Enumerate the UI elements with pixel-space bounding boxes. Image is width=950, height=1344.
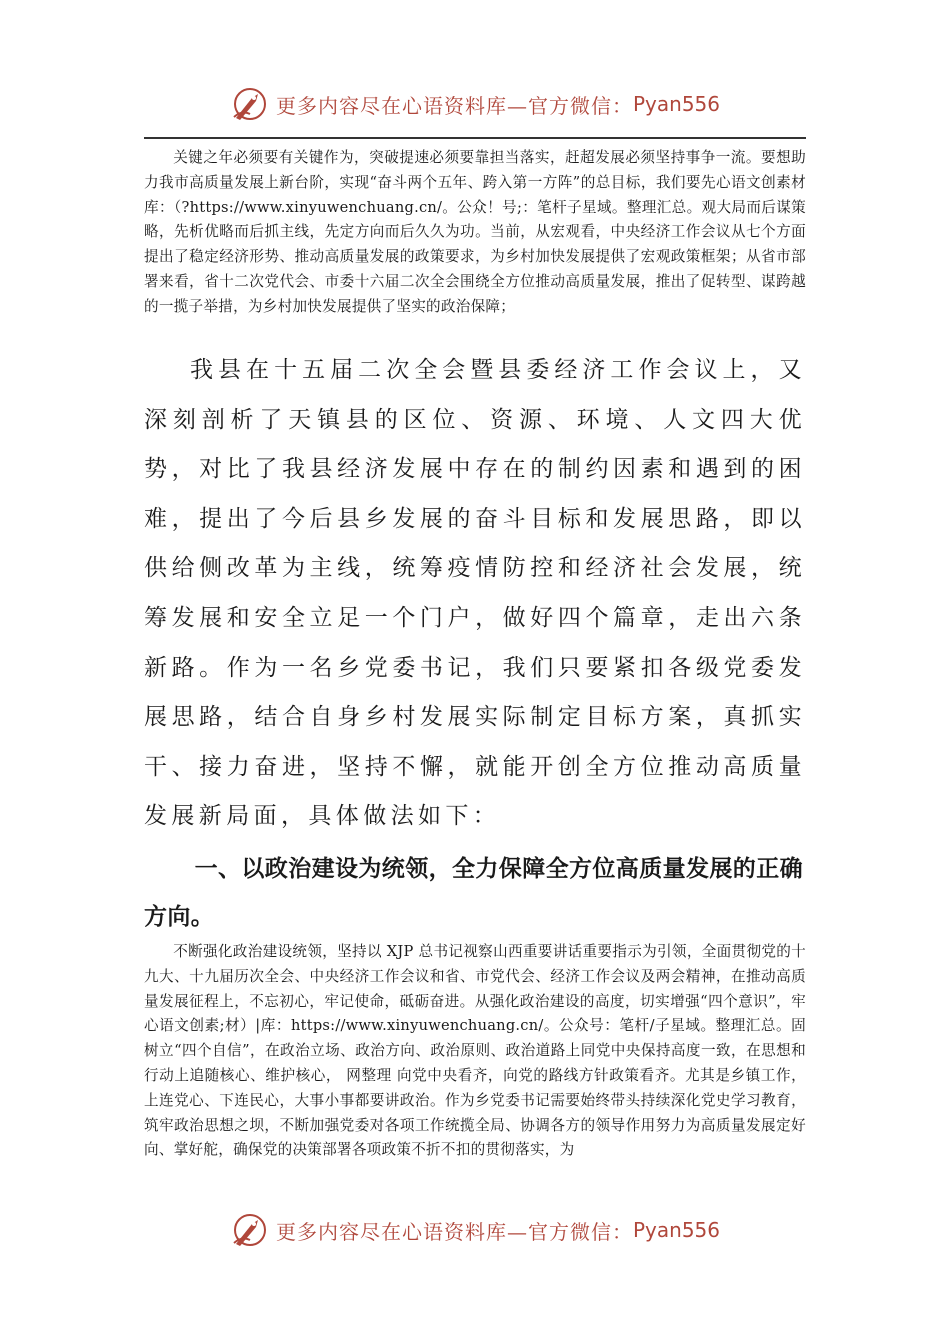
header-banner [0,80,950,128]
banner-wechat-id: Pyan556 [632,92,720,116]
banner-text: 更多内容尽在心语资料库—官方微信： [275,93,633,118]
section-paragraph: 不断强化政治建设统领，坚持以 XJP 总书记视察山西重要讲话重要指示为引领，全面贯彻党的十九大、十九届历次全会、中央经济工作会议和省、市党代会、经济工作会议及两会精神，在推动高质量发展征程上，不忘初心，牢记使命，砥砺奋进。从强化政治建设的高度，切实增强“四个意识”，牢心语文创素;材）|库：https://www.xinyuwenchuang.cn/。公众号：笔杆/子星域。整理汇总。固树立“四个自信”，在政治立场、政治方向、政治原则、政治道路上同党中央保持高度一致，在思想和行动上追随核心、维护核心， 网整理 向党中央看齐，向党的路线方针政策看齐。尤其是乡镇工作，上连党心、下连民心，大事小事都要讲政治。作为乡党委书记需要始终带头持续深化党史学习教育，筑牢政治思想之坝，不断加强党委对各项工作统揽全局、协调各方的领导作用努力为高质量发展定好向、掌好舵，确保党的决策部署各项政策不折不扣的贯彻落实，为 [144,943,806,1159]
banner-wechat-id: Pyan556 [632,1218,720,1242]
banner-text: 更多内容尽在心语资料库—官方微信： [275,1219,633,1244]
footer-banner [0,1206,950,1254]
main-paragraph: 我县在十五届二次全会暨县委经济工作会议上，又深刻剖析了天镇县的区位、资源、环境、人文四大优势，对比了我县经济发展中存在的制约因素和遇到的困难，提出了今后县乡发展的奋斗目标和发展思路，即以供给侧改革为主线，统筹疫情防控和经济社会发展，统筹发展和安全立足一个门户，做好四个篇章，走出六条新路。作为一名乡党委书记，我们只要紧扣各级党委发展思路，结合自身乡村发展实际制定目标方案，真抓实干、接力奋进，坚持不懈，就能开创全方位推动高质量发展新局面，具体做法如下： [144,357,806,830]
intro-paragraph: 关键之年必须要有关键作为，突破提速必须要靠担当落实，赶超发展必须坚持事争一流。要想助力我市高质量发展上新台阶，实现“奋斗两个五年、跨入第一方阵”的总目标，我们要先心语文创素材库：（?https://www.xinyuwenchuang.cn/。公众！号;：笔杆子星域。整理汇总。观大局而后谋策略，先析优略而后抓主线，先定方向而后久久为功。当前，从宏观看，中央经济工作会议从七个方面提出了稳定经济形势、推动高质量发展的政策要求，为乡村加快发展提供了宏观政策框架；从省市部署来看，省十二次党代会、市委十六届二次全会围绕全方位推动高质量发展，推出了促转型、谋跨越的一揽子举措，为乡村加快发展提供了坚实的政治保障； [144,149,806,315]
pen-nib-logo-icon [230,84,270,124]
header-rule [144,137,806,139]
section-heading: 一、以政治建设为统领，全力保障全方位高质量发展的正确方向。 [144,856,803,930]
pen-nib-logo-icon [230,1210,270,1250]
